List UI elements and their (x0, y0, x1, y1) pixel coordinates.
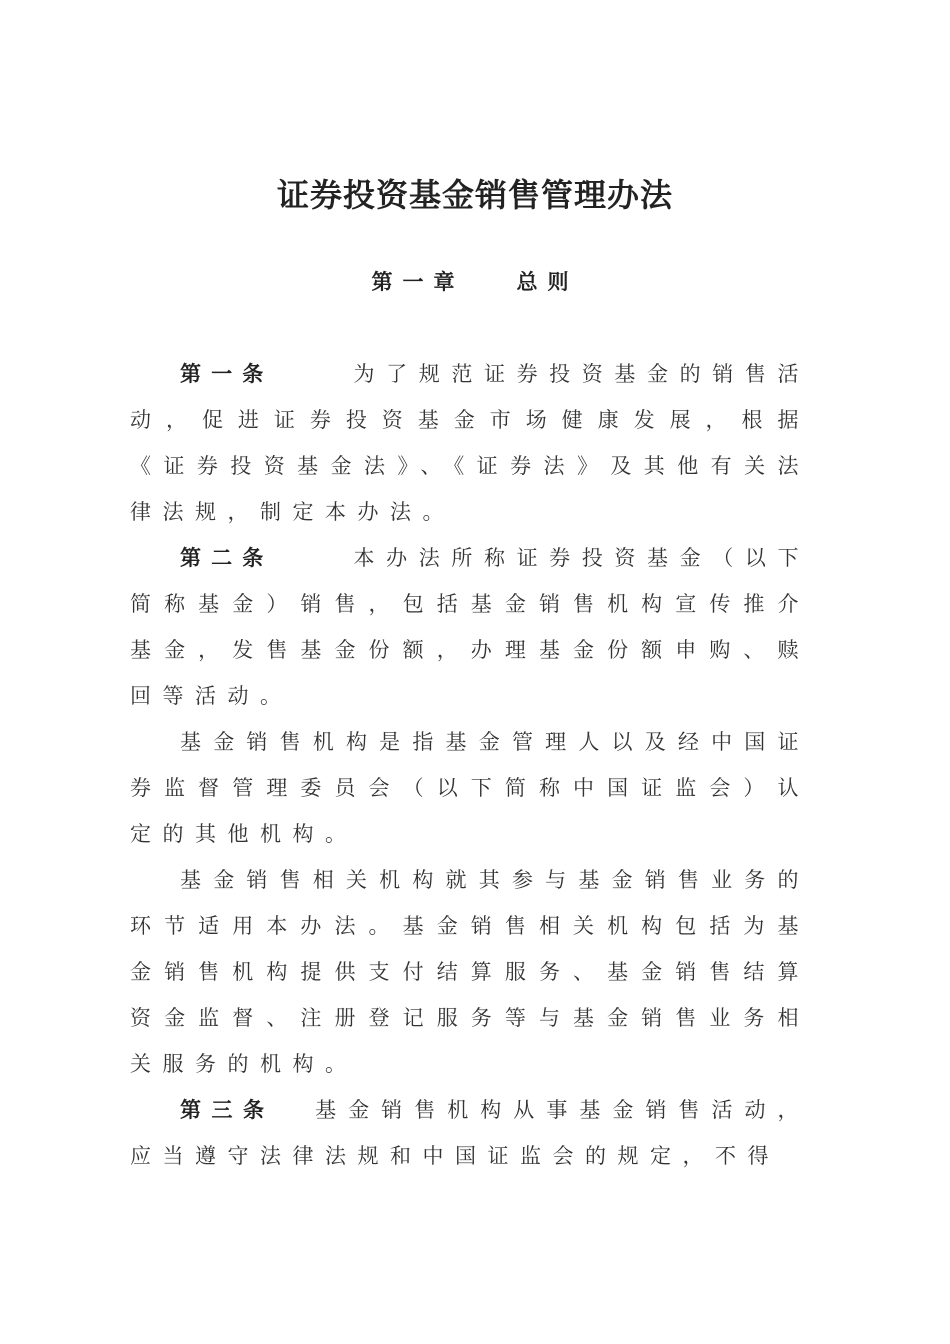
article-1 (130, 351, 810, 535)
article-text: 本办法所称证券投资基金（以下简称基金）销售，包括基金销售机构宣传推介基金，发售基金份额，办理基金份额申购、赎回等活动。 (130, 546, 811, 708)
document-body (130, 351, 810, 1179)
chapter-heading (0, 266, 950, 296)
paragraph (130, 719, 810, 857)
article-label: 第三条 (180, 1098, 275, 1122)
article-2 (130, 535, 810, 719)
document-title: 证券投资基金销售管理办法 (276, 176, 673, 214)
article-label: 第一条 (180, 362, 274, 386)
article-text: 基金销售机构从事基金销售活动，应当遵守法律法规和中国证监会的规定，不得 (130, 1098, 811, 1168)
chapter-name: 总则 (516, 270, 579, 294)
paragraph-text: 基金销售相关机构就其参与基金销售业务的环节适用本办法。基金销售相关机构包括为基金销售机构提供支付结算服务、基金销售结算资金监督、注册登记服务等与基金销售业务相关服务的机构。 (130, 868, 810, 1076)
article-label: 第二条 (180, 546, 274, 570)
article-text: 为了规范证券投资基金的销售活动，促进证券投资基金市场健康发展，根据《证券投资基金法》、《证券法》及其他有关法律法规，制定本办法。 (130, 362, 811, 524)
paragraph-text: 基金销售机构是指基金管理人以及经中国证券监督管理委员会（以下简称中国证监会）认定的其他机构。 (130, 730, 810, 846)
article-3 (130, 1087, 810, 1179)
chapter-number: 第一章 (371, 270, 465, 294)
paragraph (130, 857, 810, 1087)
